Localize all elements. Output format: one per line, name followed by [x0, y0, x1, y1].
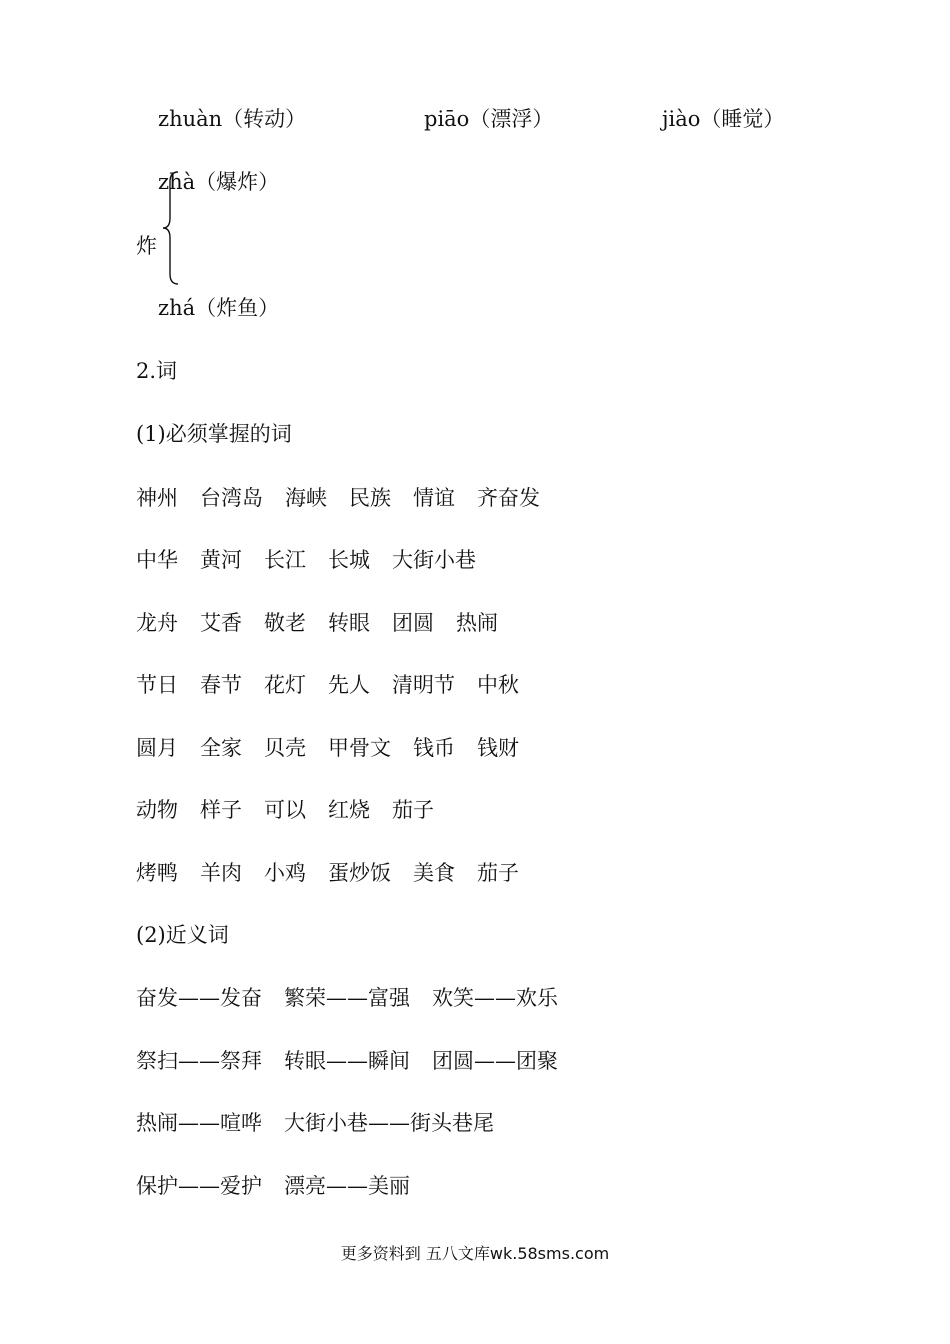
synonym-pair: 热闹——喧哗 [136, 1111, 262, 1135]
word: 热闹 [456, 611, 498, 635]
synonym-row [136, 985, 580, 1011]
word: 神州 [136, 486, 178, 510]
pinyin-zhuan: zhuàn（转动） [158, 107, 307, 131]
synonym-row [136, 1173, 432, 1199]
synonym-pair: 转眼——瞬间 [284, 1049, 410, 1073]
word: 样子 [200, 798, 242, 822]
synonym-pair: 欢笑——欢乐 [432, 986, 558, 1010]
word: 美食 [413, 861, 455, 885]
word: 敬老 [264, 611, 306, 635]
word: 茄子 [477, 861, 519, 885]
word: 大街小巷 [392, 548, 476, 572]
left-brace-icon [160, 170, 182, 286]
word: 钱财 [477, 736, 519, 760]
word: 动物 [136, 798, 178, 822]
word: 圆月 [136, 736, 178, 760]
synonyms-heading: (2)近义词 [136, 923, 229, 947]
word: 清明节 [392, 673, 455, 697]
word: 艾香 [200, 611, 242, 635]
word-row [136, 672, 541, 698]
word: 齐奋发 [477, 486, 540, 510]
synonym-pair: 繁荣——富强 [284, 986, 410, 1010]
synonym-row [136, 1110, 516, 1136]
word: 烤鸭 [136, 861, 178, 885]
word-row [136, 797, 456, 823]
polyphone-character: 炸 [136, 234, 157, 258]
word: 贝壳 [264, 736, 306, 760]
word: 小鸡 [264, 861, 306, 885]
word: 中华 [136, 548, 178, 572]
word: 全家 [200, 736, 242, 760]
synonym-row [136, 1048, 580, 1074]
word: 转眼 [328, 611, 370, 635]
word: 红烧 [328, 798, 370, 822]
word: 长江 [264, 548, 306, 572]
word: 蛋炒饭 [328, 861, 391, 885]
word: 先人 [328, 673, 370, 697]
word: 花灯 [264, 673, 306, 697]
polyphone-reading-zha2: zhá（炸鱼） [158, 296, 280, 320]
synonym-pair: 大街小巷——街头巷尾 [284, 1111, 494, 1135]
synonym-pair: 团圆——团聚 [432, 1049, 558, 1073]
pinyin-piao: piāo（漂浮） [424, 107, 554, 131]
word: 羊肉 [200, 861, 242, 885]
polyphone-reading-zha4: zhà（爆炸） [158, 170, 280, 194]
word: 民族 [349, 486, 391, 510]
word: 可以 [264, 798, 306, 822]
word: 甲骨文 [328, 736, 391, 760]
word-row [136, 735, 541, 761]
must-master-heading: (1)必须掌握的词 [136, 422, 292, 446]
word: 情谊 [413, 486, 455, 510]
word: 黄河 [200, 548, 242, 572]
word: 春节 [200, 673, 242, 697]
footer-link[interactable]: 更多资料到 五八文库wk.58sms.com [340, 1244, 610, 1263]
word-row [136, 860, 541, 886]
word: 中秋 [477, 673, 519, 697]
synonym-pair: 祭扫——祭拜 [136, 1049, 262, 1073]
word-row [136, 485, 562, 511]
word-row [136, 547, 498, 573]
word-row [136, 610, 520, 636]
word: 钱币 [413, 736, 455, 760]
synonym-pair: 漂亮——美丽 [284, 1174, 410, 1198]
word: 台湾岛 [200, 486, 263, 510]
word: 长城 [328, 548, 370, 572]
word: 茄子 [392, 798, 434, 822]
word: 海峡 [285, 486, 327, 510]
section-heading: 2.词 [136, 359, 178, 383]
synonym-pair: 奋发——发奋 [136, 986, 262, 1010]
synonym-pair: 保护——爱护 [136, 1174, 262, 1198]
word: 龙舟 [136, 611, 178, 635]
word: 团圆 [392, 611, 434, 635]
word: 节日 [136, 673, 178, 697]
pinyin-jiao: jiào（睡觉） [662, 107, 785, 131]
